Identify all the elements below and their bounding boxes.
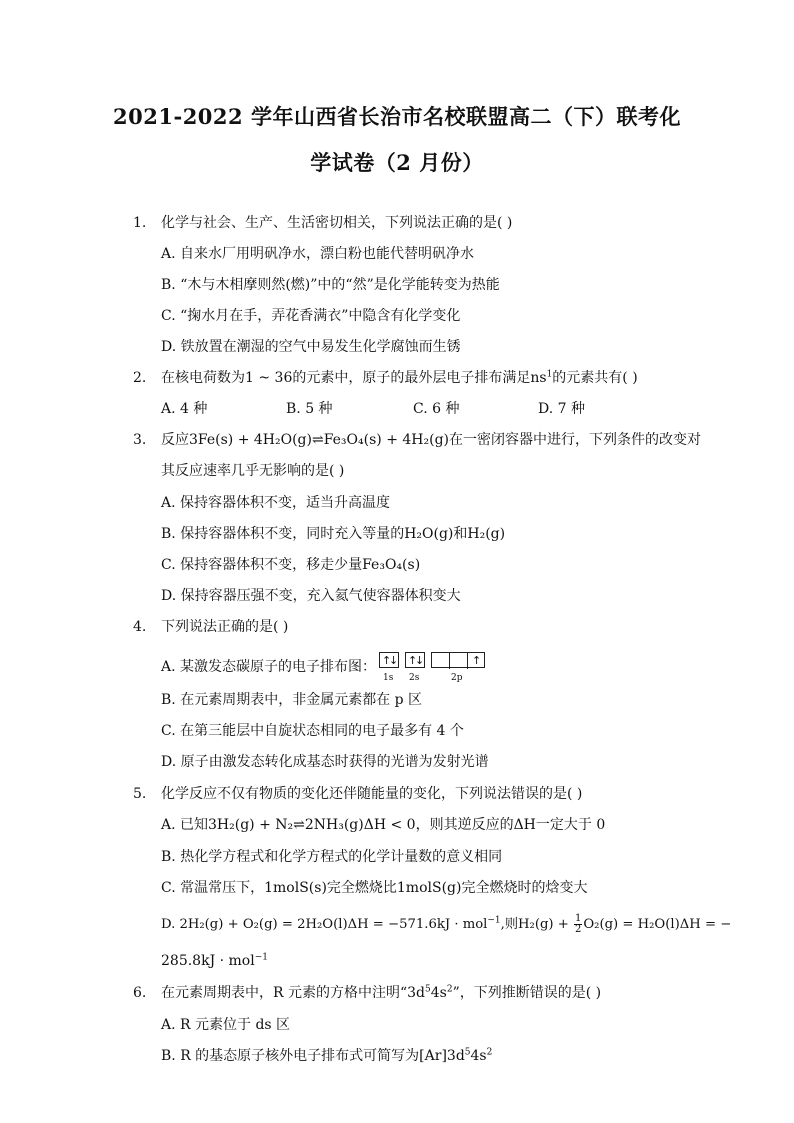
orbital-label: 1s: [383, 673, 394, 683]
question-stem: 化学与社会、生产、生活密切相关，下列说法正确的是( ): [161, 215, 513, 231]
question-stem-cont: 其反应速率几乎无影响的是( ): [161, 463, 345, 479]
option-b: B. 热化学方程式和化学方程式的化学计量数的意义相同: [161, 849, 503, 865]
option-a: A. 保持容器体积不变，适当升高温度: [161, 495, 391, 511]
question-number: 5.: [133, 786, 147, 802]
option-a: A. R 元素位于 ds 区: [161, 1017, 291, 1033]
option-d: D. 7 种: [538, 401, 585, 417]
arrow-up-icon: ↑: [472, 654, 482, 667]
option-d: D. 保持容器压强不变，充入氦气使容器体积变大: [161, 588, 461, 604]
option-a: A. 已知3H₂(g) + N₂⇌2NH₃(g)ΔH < 0，则其逆反应的ΔH一定大于 0: [161, 817, 606, 833]
question-stem: 反应3Fe(s) + 4H₂O(g)⇌Fe₃O₄(s) + 4H₂(g)在一密闭容器中进行，下列条件的改变对: [161, 432, 701, 448]
option-a: A. 某激发态碳原子的电子排布图： ↑ ↓ ↑ ↓ ↑ 1s 2s 2p: [161, 652, 489, 682]
option-b: B. 保持容器体积不变，同时充入等量的H₂O(g)和H₂(g): [161, 526, 506, 542]
orbital-label: 2p: [451, 673, 463, 683]
arrow-up-icon: ↑: [382, 654, 392, 667]
question-stem: 下列说法正确的是( ): [161, 619, 289, 635]
arrow-down-icon: ↓: [389, 654, 399, 667]
question-stem: 化学反应不仅有物质的变化还伴随能量的变化，下列说法错误的是( ): [161, 786, 583, 802]
page-title-line1: 2021-2022 学年山西省长治市名校联盟高二（下）联考化: [113, 104, 681, 129]
option-a: A. 自来水厂用明矾净水，漂白粉也能代替明矾净水: [161, 246, 475, 262]
orbital-box-1s: [379, 652, 399, 668]
option-d: D. 原子由激发态转化成基态时获得的光谱为发射光谱: [161, 754, 489, 770]
question-number: 3.: [133, 432, 147, 448]
option-b: B. 5 种: [286, 401, 333, 417]
question-number: 4.: [133, 619, 147, 635]
question-number: 2.: [133, 370, 147, 386]
option-c: C. 6 种: [413, 401, 460, 417]
option-d: D. 2H₂(g) + O₂(g) = 2H₂O(l)ΔH = −571.6kJ · mol$^{-1}$,则H₂(g) + $\frac{1}{2}$ O₂(g) = H₂O(l)ΔH = −: [161, 913, 732, 935]
option-c: C. 常温常压下，1molS(s)完全燃烧比1molS(g)完全燃烧时的焓变大: [161, 880, 588, 896]
orbital-diagram: [379, 652, 489, 682]
option-c: C. 在第三能层中自旋状态相同的电子最多有 4 个: [161, 723, 464, 739]
question-number: 6.: [133, 985, 147, 1001]
orbital-box-2p: [431, 652, 485, 668]
fraction: $\frac{1}{2}$: [575, 913, 582, 935]
page-title-line2: 学试卷（2 月份）: [310, 150, 484, 175]
option-b: B. 在元素周期表中，非金属元素都在 p 区: [161, 692, 423, 708]
question-stem: 在元素周期表中，R 元素的方格中注明“$3d^54s^2$”，下列推断错误的是( ): [161, 984, 602, 1001]
orbital-label: 2s: [409, 673, 420, 683]
question-number: 1.: [133, 215, 147, 231]
option-c: C. 保持容器体积不变，移走少量Fe₃O₄(s): [161, 557, 421, 573]
option-c: C. “掬水月在手，弄花香满衣”中隐含有化学变化: [161, 308, 461, 324]
option-b: B. “木与木相摩则然(燃)”中的“然”是化学能转变为热能: [161, 277, 500, 293]
orbital-box-2s: [405, 652, 425, 668]
orbital-cell: [450, 653, 468, 669]
option-d-cont: 285.8kJ · mol$^{-1}$: [161, 952, 268, 969]
option-b: B. R 的基态原子核外电子排布式可简写为$[Ar]3d^54s^2$: [161, 1047, 493, 1064]
arrow-down-icon: ↓: [415, 654, 425, 667]
option-a: A. 4 种: [161, 401, 208, 417]
option-d: D. 铁放置在潮湿的空气中易发生化学腐蚀而生锈: [161, 339, 461, 355]
arrow-up-icon: ↑: [408, 654, 418, 667]
orbital-cell: [432, 653, 450, 669]
question-stem: 在核电荷数为1 ~ 36的元素中，原子的最外层电子排布满足$ns^1$的元素共有( ): [161, 369, 638, 386]
